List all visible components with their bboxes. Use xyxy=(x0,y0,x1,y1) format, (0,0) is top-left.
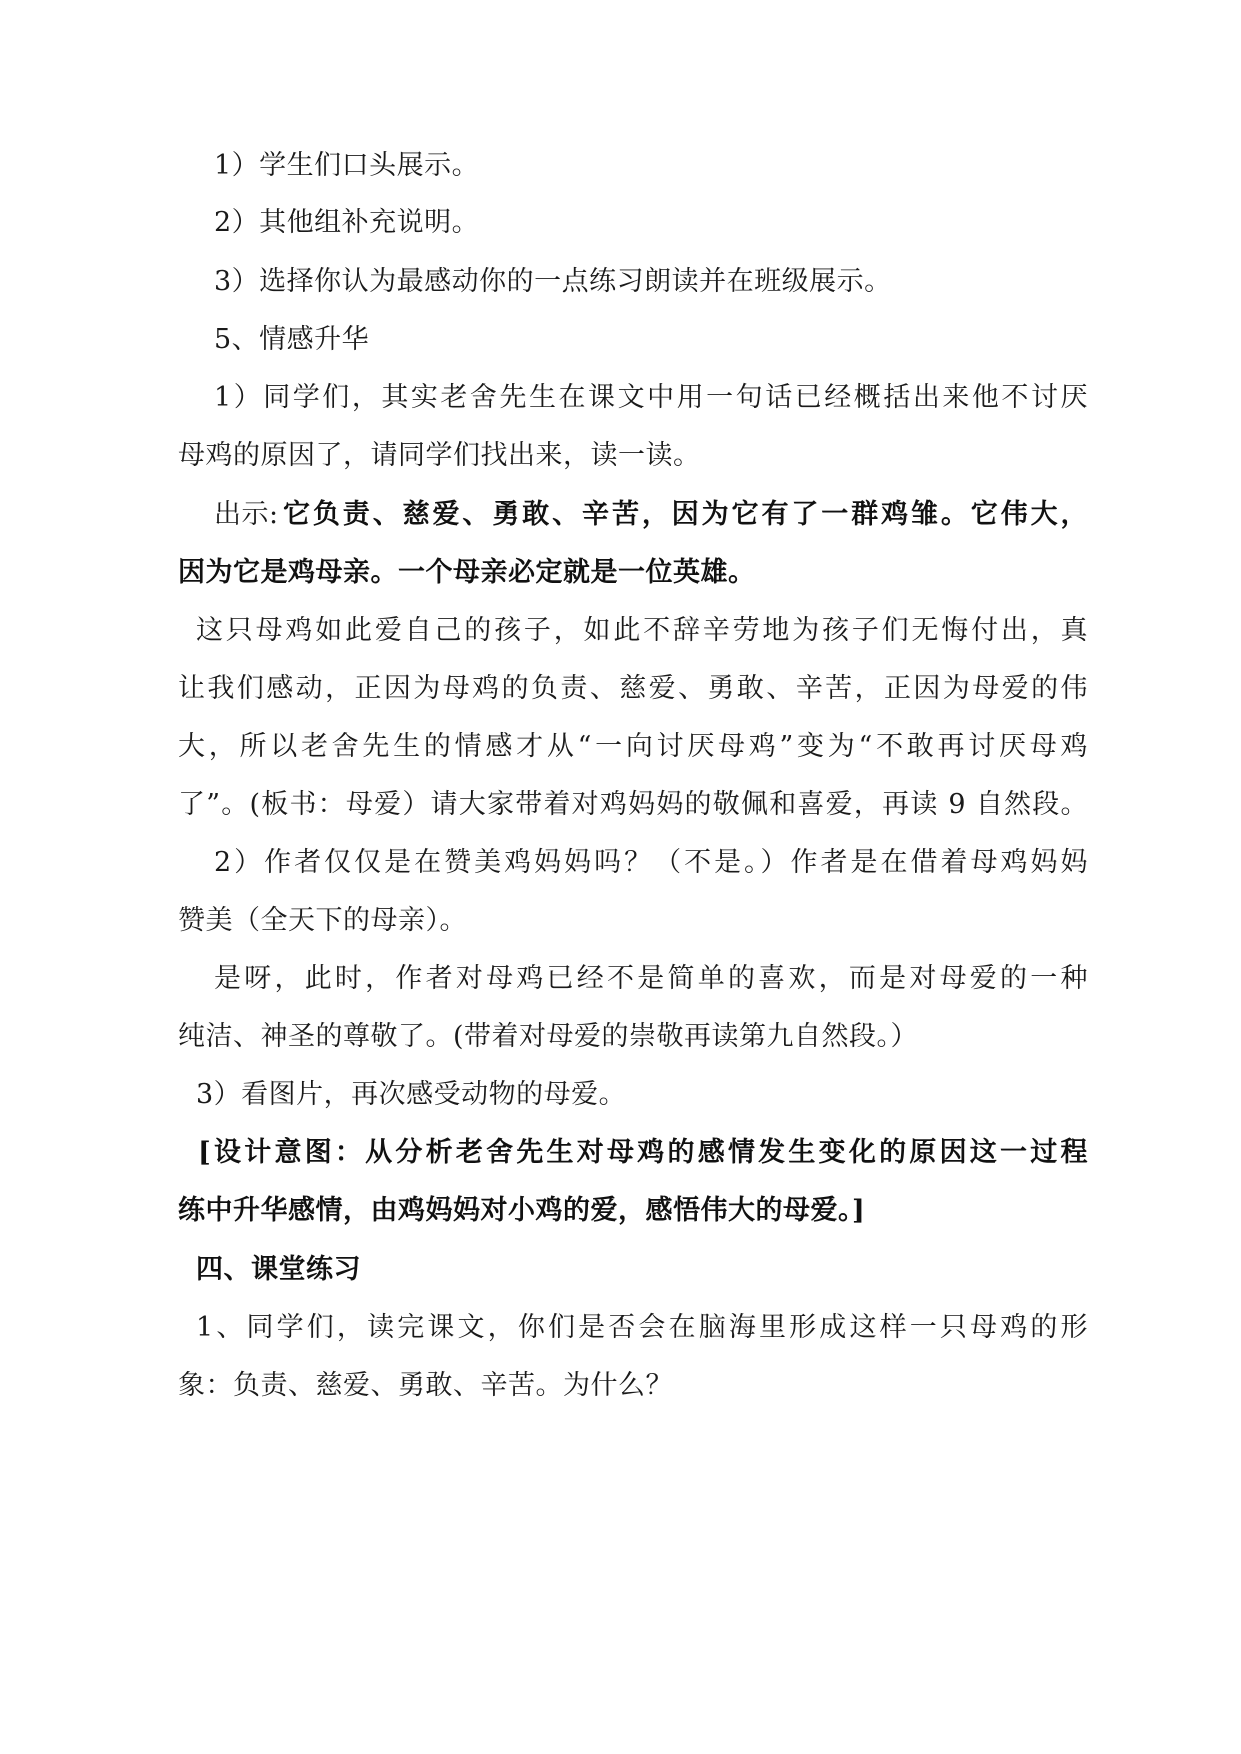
text-line-15: 是呀，此时，作者对母鸡已经不是简单的喜欢，而是对母爱的一种 xyxy=(214,963,1088,994)
text-line-3: 3）选择你认为最感动你的一点练习朗读并在班级展示。 xyxy=(214,266,892,297)
text-line-1: 1）学生们口头展示。 xyxy=(214,150,480,181)
text-line-5: 1）同学们，其实老舍先生在课文中用一句话已经概括出来他不讨厌 xyxy=(214,382,1088,413)
text-line-2: 2）其他组补充说明。 xyxy=(214,207,480,238)
text-line-6: 母鸡的原因了，请同学们找出来，读一读。 xyxy=(178,440,701,471)
text-line-7-prefix: 出示: xyxy=(214,499,279,530)
text-line-17: 3）看图片，再次感受动物的母爱。 xyxy=(196,1079,627,1110)
text-line-13: 2）作者仅仅是在赞美鸡妈妈吗？（不是。）作者是在借着母鸡妈妈 xyxy=(214,847,1088,878)
text-line-22: 象：负责、慈爱、勇敢、辛苦。为什么？ xyxy=(178,1370,673,1401)
design-intent-line-1: [设计意图：从分析老舍先生对母鸡的感情发生变化的原因这一过程 xyxy=(198,1137,1088,1168)
text-line-8: 因为它是鸡母亲。一个母亲必定就是一位英雄。 xyxy=(178,557,756,588)
section-heading: 四、课堂练习 xyxy=(196,1254,361,1285)
text-line-16: 纯洁、神圣的尊敬了。(带着对母爱的崇敬再读第九自然段。） xyxy=(178,1021,919,1052)
text-line-4: 5、情感升华 xyxy=(214,324,370,355)
text-line-10: 让我们感动，正因为母鸡的负责、慈爱、勇敢、辛苦，正因为母爱的伟 xyxy=(178,673,1088,704)
design-intent-line-2: 练中升华感情，由鸡妈妈对小鸡的爱，感悟伟大的母爱。] xyxy=(178,1195,866,1226)
text-line-12: 了”。(板书：母爱）请大家带着对鸡妈妈的敬佩和喜爱，再读 9 自然段。 xyxy=(178,789,1088,820)
text-line-14: 赞美（全天下的母亲）。 xyxy=(178,905,467,936)
text-line-11: 大，所以老舍先生的情感才从“一向讨厌母鸡”变为“不敢再讨厌母鸡 xyxy=(178,731,1088,762)
text-line-9: 这只母鸡如此爱自己的孩子，如此不辞辛劳地为孩子们无悔付出，真 xyxy=(196,615,1088,646)
text-line-7-bold: 它负责、慈爱、勇敢、辛苦，因为它有了一群鸡雏。它伟大， xyxy=(283,499,1088,530)
text-line-21: 1、同学们，读完课文，你们是否会在脑海里形成这样一只母鸡的形 xyxy=(196,1312,1088,1343)
